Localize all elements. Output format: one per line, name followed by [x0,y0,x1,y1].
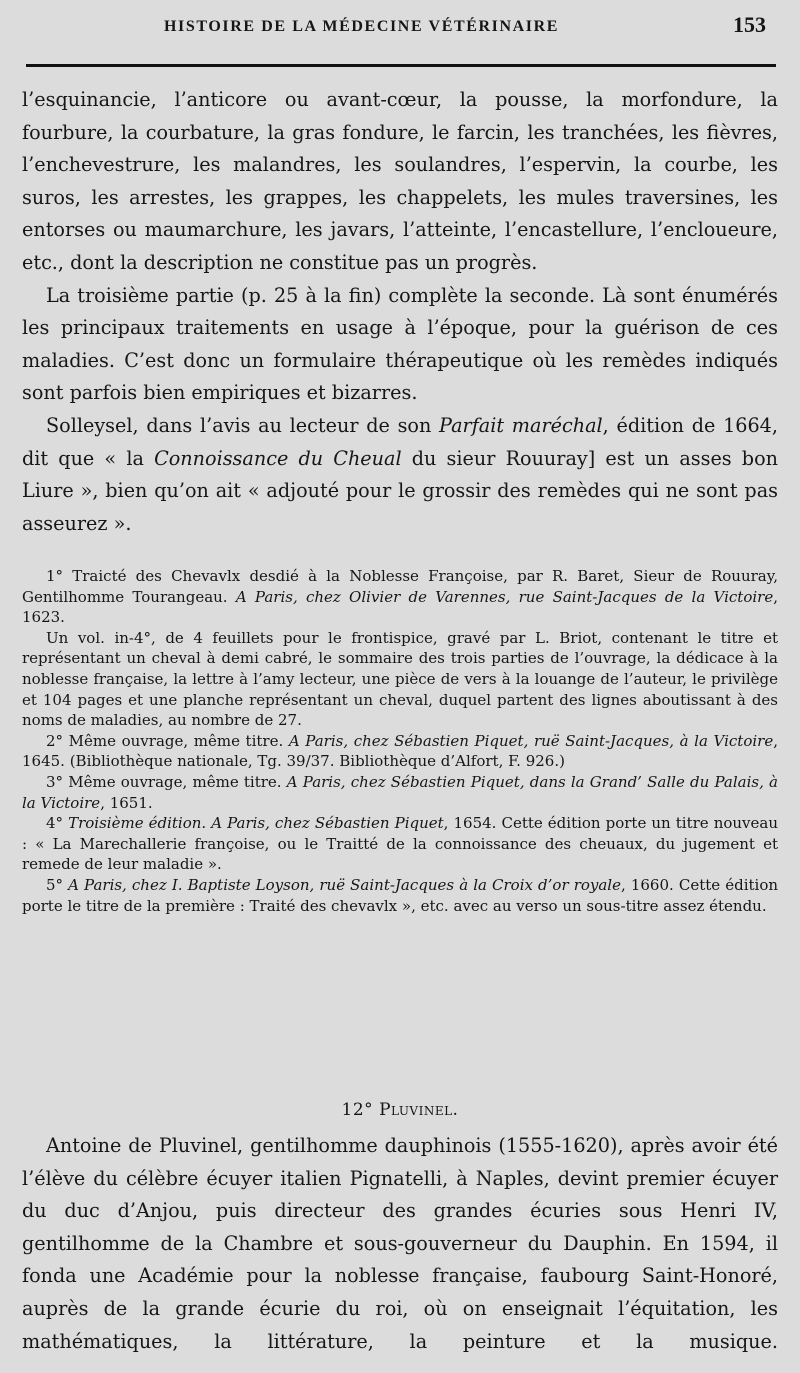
note-text: , 1645. (Bibliothèque nationale, Tg. 39/37. Bibliothèque d’Alfort, F. 926.) [22,731,778,771]
note-item [22,731,778,772]
note-item [22,772,778,813]
section-heading [0,1100,800,1120]
note-italic: Troisième édition. A Paris, chez Sébastien Piquet [68,814,444,833]
section-number: 12° [341,1100,374,1120]
page-header [24,12,774,42]
note-italic: A Paris, chez Sébastien Piquet, ruë Saint-Jacques, à la Victoire [288,731,774,750]
paragraph-pluvinel: Antoine de Pluvinel, gentilhomme dauphinois (1555-1620), après avoir été l’élève du célèbre écuyer italien Pignatelli, à Naples, devint premier écuyer du duc d’Anjou, puis directeur des grandes écuries sous Henri IV, gentilhomme de la Chambre et sous-gouverneur du Dauphin. En 1594, il fonda une Académie pour la noblesse française, faubourg Saint-Honoré, auprès de la grande écurie du roi, où on enseignait l’équitation, les mathématiques, la littérature, la peinture et la musique. [22,1134,778,1353]
note-text: 2° Même ouvrage, même titre. [46,731,289,750]
book-title-italic: Connoissance du Cheual [154,446,402,470]
note-italic: A Paris, chez Sébastien Piquet, dans la Grand’ Salle du Palais, à la Victoire [22,772,778,812]
section-title: Pluvinel. [379,1100,459,1120]
note-item [22,628,778,731]
paragraph-troisieme-partie: La troisième partie (p. 25 à la fin) complète la seconde. Là sont énumérés les principaux traitements en usage à l’époque, pour la guérison de ces maladies. C’est donc un formulaire thérapeutique où les remèdes indiqués sont parfois bien empiriques et bizarres. [22,283,778,405]
note-text: 4° [46,814,69,833]
page-number: 153 [733,12,766,37]
note-item [22,566,778,628]
header-rule [26,64,776,67]
note-item [22,875,778,916]
closing-text [22,1130,778,1358]
paragraph-solleysel [22,410,778,540]
note-text: , 1623. [22,587,778,627]
paragraph-text: , édition de 1664, dit que « la [22,413,778,470]
main-text [22,84,778,540]
note-text: , 1654. Cette édition porte un titre nouveau : « La Marechallerie françoise, ou le Traitté de la connoissance des cheuaux, du jugement et remede de leur maladie ». [22,814,778,874]
note-text: 3° Même ouvrage, même titre. [46,772,287,791]
book-title-italic: Parfait maréchal [439,413,603,437]
note-text: , 1660. Cette édition porte le titre de la première : Traité des chevavlx », etc. avec au verso un sous-titre assez étendu. [22,875,779,915]
note-text: 1° Traicté des Chevavlx desdié à la Noblesse Françoise, par R. Baret, Sieur de Rouuray, Gentilhomme Tourangeau. [22,567,778,606]
note-italic: A Paris, chez Olivier de Varennes, rue Saint-Jacques de la Victoire [235,587,774,606]
note-italic: A Paris, chez I. Baptiste Loyson, ruë Saint-Jacques à la Croix d’or royale [68,875,621,894]
note-text: 5° [46,875,69,894]
note-text: , 1651. [100,793,153,812]
paragraph-text: Solleysel, dans l’avis au lecteur de son [46,413,440,437]
paragraph-continuation: l’esquinancie, l’anticore ou avant-cœur, la pousse, la morfondure, la fourbure, la courbature, la gras fondure, le farcin, les tranchées, les fièvres, l’enchevestrure, les malandres, les soulandres, l’espervin, la courbe, les suros, les arrestes, les grappes, les chappelets, les mules traversines, les entorses ou maumarchure, les javars, l’atteinte, l’encastellure, l’encloueure, etc., dont la description ne constitue pas un progrès. [22,88,778,274]
note-text: Un vol. in-4°, de 4 feuillets pour le frontispice, gravé par L. Briot, contenant le titre et représentant un cheval à demi cabré, le sommaire des trois parties de l’ouvrage, la dédicace à la noblesse française, la lettre à l’amy lecteur, une pièce de vers à la louange de l’auteur, le privilège et 104 pages et une planche représentant un cheval, duquel partent des lignes aboutissant à des noms de maladies, au nombre de 27. [22,628,778,730]
paragraph-text: du sieur Rouuray] est un asses bon Liure », bien qu’on ait « adjouté pour le grossir des remèdes qui ne sont pas asseurez ». [22,446,778,535]
note-item [22,813,778,875]
running-title: HISTOIRE DE LA MÉDECINE VÉTÉRINAIRE [164,18,560,35]
bibliographic-notes [22,566,778,916]
